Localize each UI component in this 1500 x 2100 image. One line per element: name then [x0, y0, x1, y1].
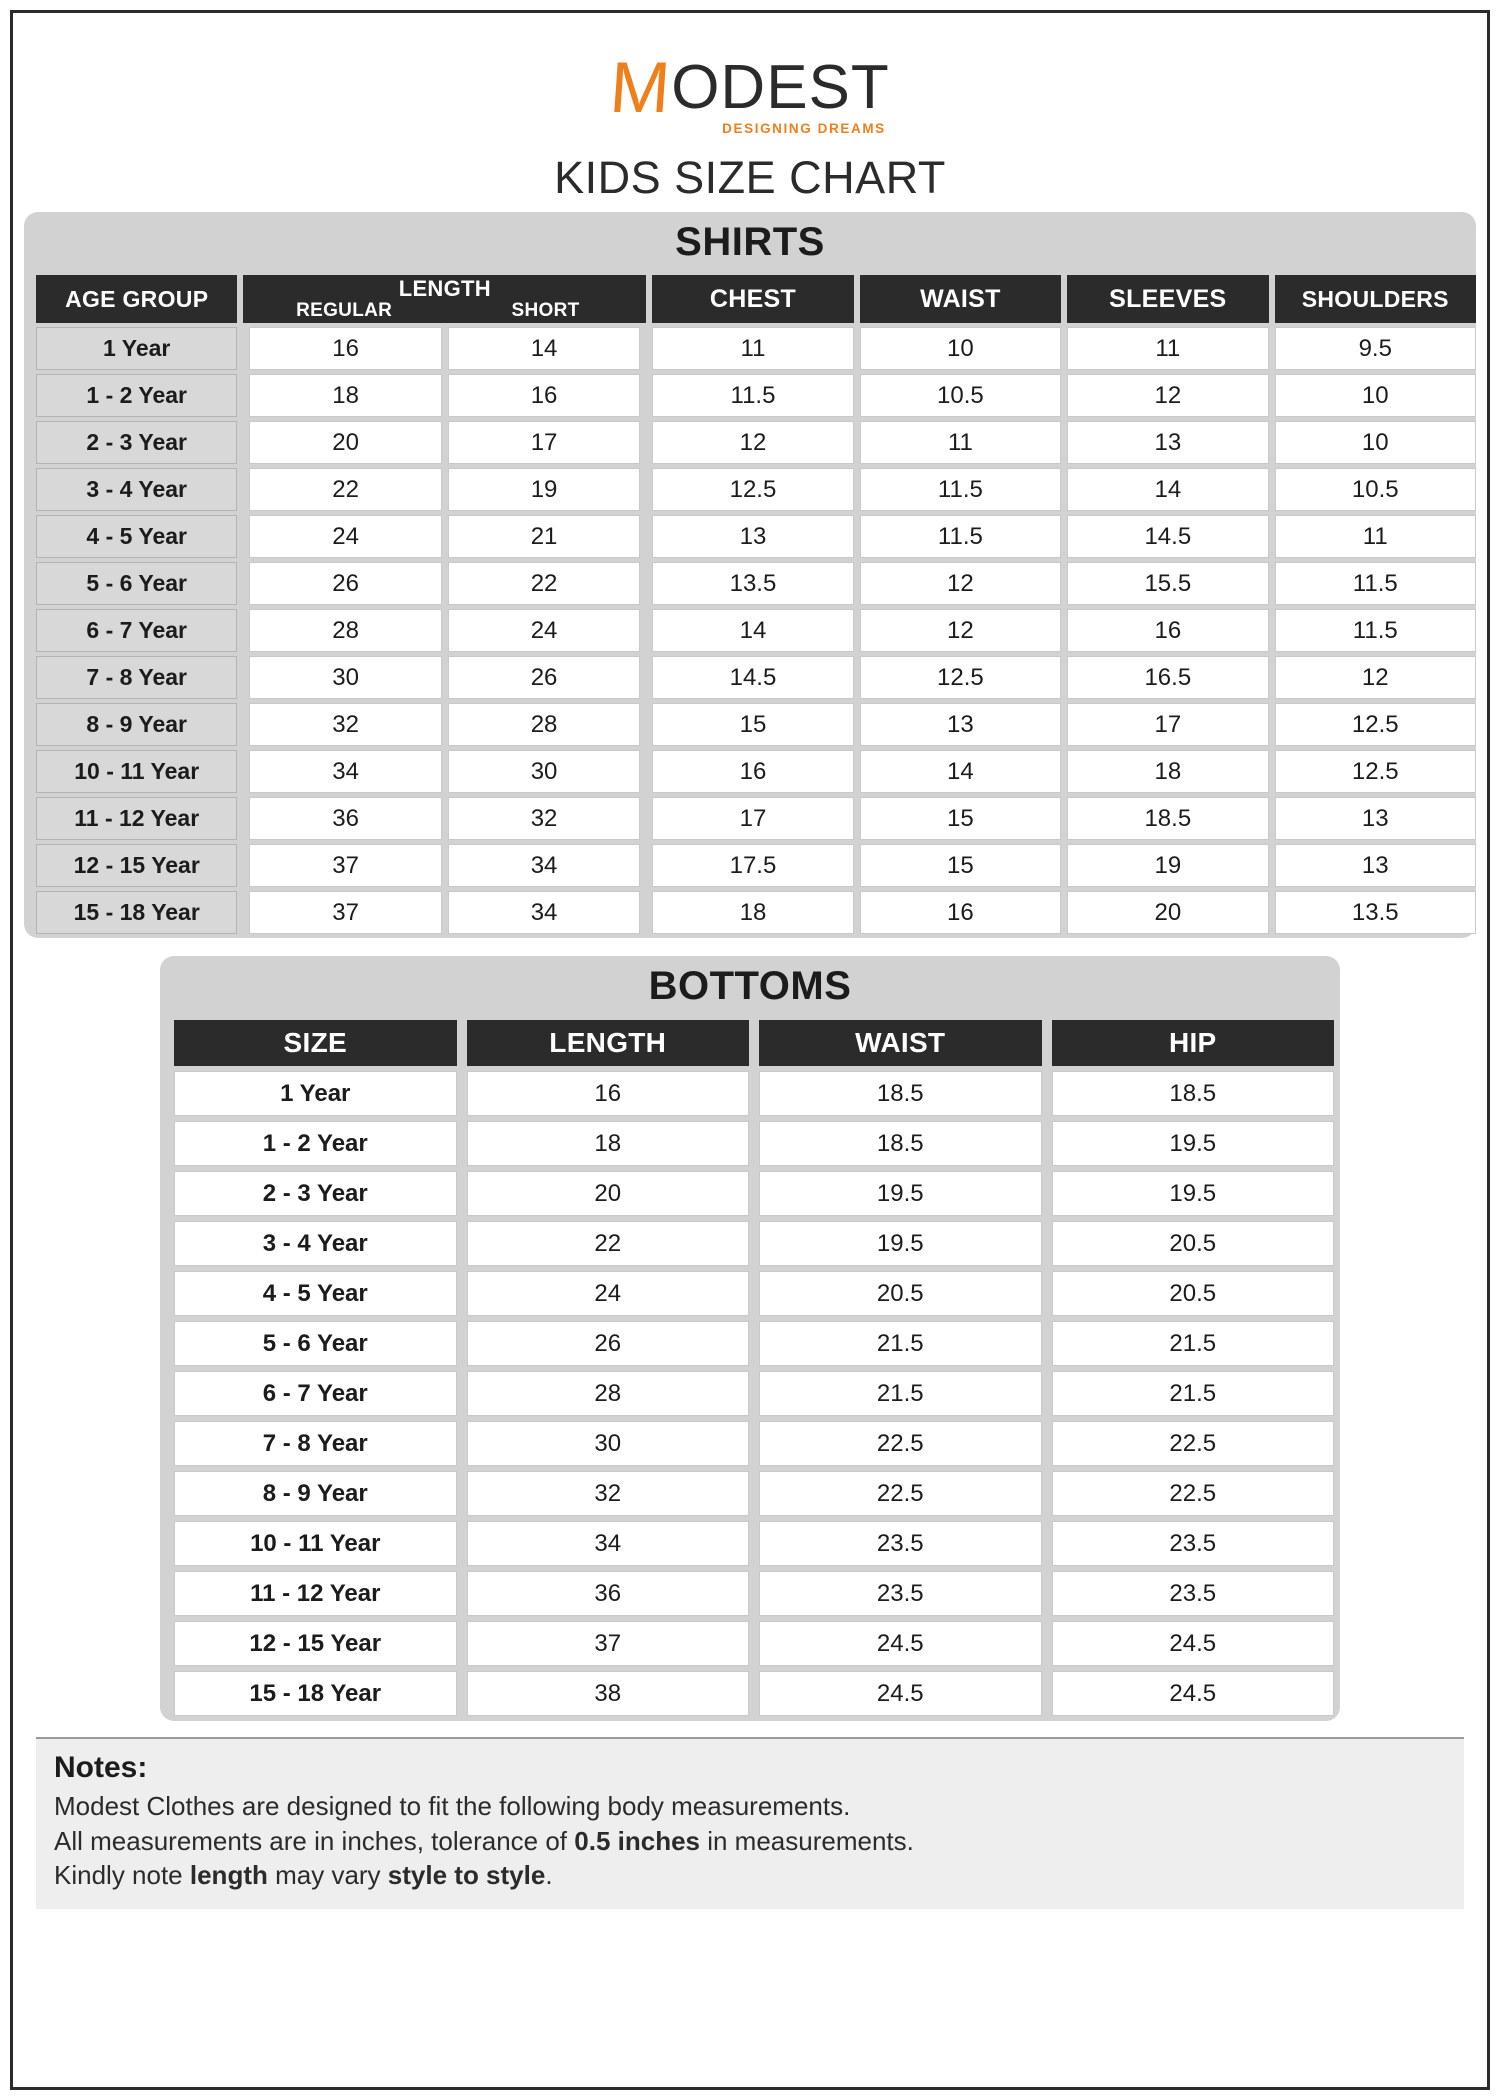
bottoms-header-row [174, 1020, 1334, 1066]
cell-hip: 21.5 [1052, 1371, 1335, 1416]
cell-chest: 14.5 [652, 656, 853, 699]
page-title: KIDS SIZE CHART [554, 152, 946, 203]
cell-chest: 18 [652, 891, 853, 934]
table-row [36, 750, 1476, 793]
cell-length: 18 [467, 1121, 750, 1166]
cell-length-regular: 30 [249, 656, 441, 699]
cell-waist: 12 [860, 609, 1061, 652]
cell-sleeves: 12 [1067, 374, 1268, 417]
cell-chest: 11.5 [652, 374, 853, 417]
notes-style-emphasis: style to style [387, 1860, 546, 1891]
cell-length-short: 34 [448, 891, 640, 934]
cell-length: 22 [467, 1221, 750, 1266]
cell-hip: 20.5 [1052, 1221, 1335, 1266]
cell-length: 36 [467, 1571, 750, 1616]
cell-waist: 21.5 [759, 1371, 1042, 1416]
cell-sleeves: 11 [1067, 327, 1268, 370]
cell-length-group [243, 656, 646, 699]
brand-logo [24, 48, 1476, 138]
col-header-sleeves: SLEEVES [1067, 275, 1268, 323]
cell-length-group [243, 750, 646, 793]
cell-size: 15 - 18 Year [174, 1671, 457, 1716]
cell-length-group [243, 374, 646, 417]
cell-hip: 19.5 [1052, 1171, 1335, 1216]
cell-length-regular: 36 [249, 797, 441, 840]
table-row [36, 891, 1476, 934]
cell-waist: 11.5 [860, 468, 1061, 511]
logo-initial: M [607, 48, 674, 128]
cell-length: 37 [467, 1621, 750, 1666]
bottoms-section [160, 956, 1340, 1721]
cell-length-short: 24 [448, 609, 640, 652]
table-row [174, 1321, 1334, 1366]
cell-size: 1 Year [174, 1071, 457, 1116]
cell-sleeves: 14 [1067, 468, 1268, 511]
notes-line-2-c: in measurements. [700, 1825, 914, 1856]
table-row [36, 844, 1476, 887]
notes-block [36, 1737, 1464, 1909]
cell-length: 28 [467, 1371, 750, 1416]
cell-age-group: 3 - 4 Year [36, 468, 237, 511]
cell-length-group [243, 327, 646, 370]
cell-hip: 22.5 [1052, 1421, 1335, 1466]
cell-length-short: 28 [448, 703, 640, 746]
cell-length-regular: 20 [249, 421, 441, 464]
cell-age-group: 7 - 8 Year [36, 656, 237, 699]
table-row [36, 562, 1476, 605]
table-row [36, 609, 1476, 652]
table-row [36, 468, 1476, 511]
cell-shoulders: 12.5 [1275, 750, 1476, 793]
cell-sleeves: 16.5 [1067, 656, 1268, 699]
table-row [36, 797, 1476, 840]
cell-length-regular: 28 [249, 609, 441, 652]
cell-sleeves: 18.5 [1067, 797, 1268, 840]
notes-line-1: Modest Clothes are designed to fit the following body measurements. [54, 1791, 851, 1821]
cell-waist: 12.5 [860, 656, 1061, 699]
cell-age-group: 1 Year [36, 327, 237, 370]
cell-hip: 22.5 [1052, 1471, 1335, 1516]
table-row [174, 1571, 1334, 1616]
col-header-waist: WAIST [860, 275, 1061, 323]
cell-waist: 13 [860, 703, 1061, 746]
cell-shoulders: 11.5 [1275, 562, 1476, 605]
cell-length: 24 [467, 1271, 750, 1316]
cell-shoulders: 13.5 [1275, 891, 1476, 934]
cell-sleeves: 19 [1067, 844, 1268, 887]
cell-length: 16 [467, 1071, 750, 1116]
cell-waist: 21.5 [759, 1321, 1042, 1366]
cell-waist: 15 [860, 844, 1061, 887]
cell-length-short: 17 [448, 421, 640, 464]
cell-hip: 23.5 [1052, 1571, 1335, 1616]
cell-age-group: 2 - 3 Year [36, 421, 237, 464]
cell-waist: 10 [860, 327, 1061, 370]
cell-length-regular: 18 [249, 374, 441, 417]
cell-shoulders: 11 [1275, 515, 1476, 558]
notes-tolerance-value: 0.5 inches [574, 1825, 700, 1856]
cell-length-group [243, 703, 646, 746]
cell-waist: 18.5 [759, 1121, 1042, 1166]
table-row [174, 1171, 1334, 1216]
cell-length-group [243, 844, 646, 887]
cell-length-short: 30 [448, 750, 640, 793]
cell-sleeves: 17 [1067, 703, 1268, 746]
cell-chest: 14 [652, 609, 853, 652]
shirts-section-title: SHIRTS [675, 220, 825, 264]
col-header-length [243, 275, 646, 323]
cell-length-short: 19 [448, 468, 640, 511]
cell-chest: 15 [652, 703, 853, 746]
cell-shoulders: 10 [1275, 374, 1476, 417]
cell-length-regular: 32 [249, 703, 441, 746]
cell-length-regular: 24 [249, 515, 441, 558]
table-row [36, 327, 1476, 370]
cell-age-group: 1 - 2 Year [36, 374, 237, 417]
notes-line-3-c: may vary [267, 1860, 388, 1891]
col-header-bottoms-length: LENGTH [467, 1020, 750, 1066]
cell-length: 32 [467, 1471, 750, 1516]
cell-sleeves: 18 [1067, 750, 1268, 793]
cell-hip: 21.5 [1052, 1321, 1335, 1366]
table-row [174, 1521, 1334, 1566]
cell-size: 1 - 2 Year [174, 1121, 457, 1166]
cell-sleeves: 15.5 [1067, 562, 1268, 605]
cell-sleeves: 16 [1067, 609, 1268, 652]
col-header-length-regular: REGULAR [296, 299, 393, 321]
cell-age-group: 11 - 12 Year [36, 797, 237, 840]
shirts-table [30, 271, 1482, 938]
table-row [174, 1221, 1334, 1266]
col-header-chest: CHEST [652, 275, 853, 323]
cell-length: 20 [467, 1171, 750, 1216]
table-row [174, 1071, 1334, 1116]
cell-length-group [243, 891, 646, 934]
cell-size: 5 - 6 Year [174, 1321, 457, 1366]
table-row [174, 1271, 1334, 1316]
cell-length-group [243, 797, 646, 840]
cell-age-group: 15 - 18 Year [36, 891, 237, 934]
table-row [36, 421, 1476, 464]
table-row [36, 374, 1476, 417]
cell-size: 7 - 8 Year [174, 1421, 457, 1466]
cell-shoulders: 13 [1275, 844, 1476, 887]
cell-sleeves: 14.5 [1067, 515, 1268, 558]
cell-length-regular: 37 [249, 844, 441, 887]
cell-length-group [243, 609, 646, 652]
table-row [174, 1371, 1334, 1416]
bottoms-section-title: BOTTOMS [648, 964, 852, 1008]
notes-line-3-e: . [545, 1860, 553, 1891]
notes-line-2-a: All measurements are in inches, tolerance of [54, 1825, 575, 1856]
cell-chest: 12.5 [652, 468, 853, 511]
cell-waist: 11.5 [860, 515, 1061, 558]
notes-length-emphasis: length [189, 1860, 268, 1891]
table-row [36, 515, 1476, 558]
cell-length: 34 [467, 1521, 750, 1566]
cell-age-group: 5 - 6 Year [36, 562, 237, 605]
cell-length-regular: 16 [249, 327, 441, 370]
cell-shoulders: 10 [1275, 421, 1476, 464]
cell-length-regular: 26 [249, 562, 441, 605]
notes-line-3 [54, 1858, 1446, 1893]
cell-size: 10 - 11 Year [174, 1521, 457, 1566]
cell-age-group: 8 - 9 Year [36, 703, 237, 746]
shirts-section [24, 212, 1476, 938]
cell-size: 2 - 3 Year [174, 1171, 457, 1216]
cell-length-short: 21 [448, 515, 640, 558]
notes-line-3-a: Kindly note [54, 1860, 190, 1891]
cell-waist: 18.5 [759, 1071, 1042, 1116]
col-header-age-group: AGE GROUP [36, 275, 237, 323]
col-header-length-label: LENGTH [398, 275, 491, 301]
cell-shoulders: 11.5 [1275, 609, 1476, 652]
cell-shoulders: 10.5 [1275, 468, 1476, 511]
cell-age-group: 4 - 5 Year [36, 515, 237, 558]
cell-chest: 17 [652, 797, 853, 840]
cell-waist: 19.5 [759, 1221, 1042, 1266]
cell-age-group: 6 - 7 Year [36, 609, 237, 652]
col-header-bottoms-waist: WAIST [759, 1020, 1042, 1066]
cell-chest: 16 [652, 750, 853, 793]
cell-hip: 19.5 [1052, 1121, 1335, 1166]
col-header-size: SIZE [174, 1020, 457, 1066]
cell-length-regular: 34 [249, 750, 441, 793]
cell-hip: 24.5 [1052, 1621, 1335, 1666]
cell-chest: 13 [652, 515, 853, 558]
cell-length-short: 22 [448, 562, 640, 605]
cell-hip: 24.5 [1052, 1671, 1335, 1716]
cell-shoulders: 12.5 [1275, 703, 1476, 746]
notes-title: Notes: [54, 1751, 148, 1784]
cell-waist: 14 [860, 750, 1061, 793]
logo-wordmark [607, 48, 890, 128]
cell-shoulders: 13 [1275, 797, 1476, 840]
logo-tagline: DESIGNING DREAMS [722, 121, 886, 136]
col-header-shoulders: SHOULDERS [1275, 275, 1476, 323]
logo-rest: ODEST [671, 53, 890, 122]
cell-size: 12 - 15 Year [174, 1621, 457, 1666]
cell-waist: 19.5 [759, 1171, 1042, 1216]
cell-age-group: 10 - 11 Year [36, 750, 237, 793]
table-row [174, 1421, 1334, 1466]
table-row [174, 1121, 1334, 1166]
cell-length-group [243, 515, 646, 558]
table-row [174, 1471, 1334, 1516]
cell-length-group [243, 468, 646, 511]
cell-size: 11 - 12 Year [174, 1571, 457, 1616]
cell-length-short: 26 [448, 656, 640, 699]
col-header-length-short: SHORT [511, 299, 580, 321]
cell-waist: 15 [860, 797, 1061, 840]
cell-hip: 20.5 [1052, 1271, 1335, 1316]
table-row [174, 1621, 1334, 1666]
cell-length-group [243, 562, 646, 605]
cell-hip: 23.5 [1052, 1521, 1335, 1566]
cell-chest: 17.5 [652, 844, 853, 887]
cell-length-short: 34 [448, 844, 640, 887]
cell-length-group [243, 421, 646, 464]
cell-length-short: 32 [448, 797, 640, 840]
cell-chest: 13.5 [652, 562, 853, 605]
cell-waist: 11 [860, 421, 1061, 464]
table-row [36, 703, 1476, 746]
cell-shoulders: 12 [1275, 656, 1476, 699]
table-row [36, 656, 1476, 699]
cell-waist: 22.5 [759, 1421, 1042, 1466]
bottoms-table [164, 1015, 1344, 1721]
shirts-header-row [36, 275, 1476, 323]
cell-length-short: 16 [448, 374, 640, 417]
cell-waist: 22.5 [759, 1471, 1042, 1516]
cell-waist: 16 [860, 891, 1061, 934]
cell-hip: 18.5 [1052, 1071, 1335, 1116]
cell-length-regular: 22 [249, 468, 441, 511]
cell-age-group: 12 - 15 Year [36, 844, 237, 887]
cell-waist: 24.5 [759, 1671, 1042, 1716]
notes-line-2 [54, 1824, 1446, 1859]
cell-size: 8 - 9 Year [174, 1471, 457, 1516]
col-header-hip: HIP [1052, 1020, 1335, 1066]
cell-waist: 12 [860, 562, 1061, 605]
cell-waist: 10.5 [860, 374, 1061, 417]
cell-length-regular: 37 [249, 891, 441, 934]
cell-shoulders: 9.5 [1275, 327, 1476, 370]
cell-size: 4 - 5 Year [174, 1271, 457, 1316]
cell-chest: 12 [652, 421, 853, 464]
cell-length: 26 [467, 1321, 750, 1366]
cell-length-short: 14 [448, 327, 640, 370]
cell-size: 3 - 4 Year [174, 1221, 457, 1266]
cell-size: 6 - 7 Year [174, 1371, 457, 1416]
table-row [174, 1671, 1334, 1716]
cell-waist: 20.5 [759, 1271, 1042, 1316]
cell-sleeves: 13 [1067, 421, 1268, 464]
cell-sleeves: 20 [1067, 891, 1268, 934]
cell-waist: 24.5 [759, 1621, 1042, 1666]
cell-length: 38 [467, 1671, 750, 1716]
cell-waist: 23.5 [759, 1521, 1042, 1566]
cell-length: 30 [467, 1421, 750, 1466]
cell-waist: 23.5 [759, 1571, 1042, 1616]
cell-chest: 11 [652, 327, 853, 370]
